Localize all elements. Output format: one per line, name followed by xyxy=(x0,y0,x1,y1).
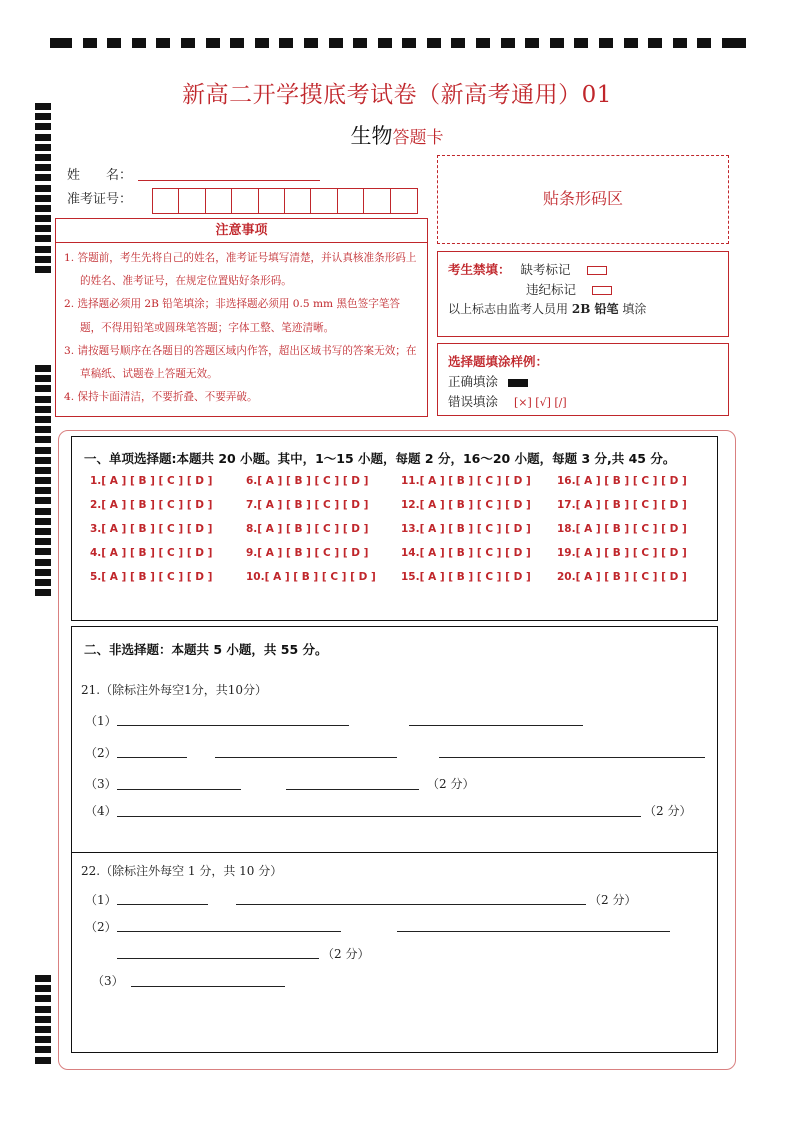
id-box[interactable] xyxy=(206,189,232,213)
timing-mark xyxy=(35,235,51,242)
name-label: 姓 名： xyxy=(67,168,133,183)
q21-4-score: （2 分） xyxy=(644,804,692,818)
barcode-area: 贴条形码区 xyxy=(437,155,729,244)
mc-question-9[interactable] xyxy=(246,547,368,559)
mc-question-6[interactable] xyxy=(246,475,368,487)
timing-mark xyxy=(378,38,392,48)
mc-options[interactable]: [ A ] [ B ] [ C ] [ D ] xyxy=(101,475,213,487)
mc-options[interactable]: [ A ] [ B ] [ C ] [ D ] xyxy=(257,547,369,559)
multiple-choice-section xyxy=(71,436,718,621)
timing-mark xyxy=(35,164,51,171)
timing-mark xyxy=(35,205,51,212)
timing-mark xyxy=(35,975,51,982)
id-box[interactable] xyxy=(364,189,390,213)
mc-question-17[interactable] xyxy=(557,499,687,511)
timing-mark xyxy=(35,497,51,504)
notice-box xyxy=(55,218,428,417)
timing-mark xyxy=(35,396,51,403)
mc-question-4[interactable] xyxy=(90,547,212,559)
mc-question-2[interactable] xyxy=(90,499,212,511)
q22-1-blank-b[interactable] xyxy=(236,904,586,905)
examiner-note-end: 填涂 xyxy=(622,302,647,316)
mc-options[interactable]: [ A ] [ B ] [ C ] [ D ] xyxy=(419,547,531,559)
exam-title: 新高二开学摸底考试卷（新高考通用）01 xyxy=(182,82,612,108)
timing-mark xyxy=(35,416,51,423)
mc-question-20[interactable] xyxy=(557,571,687,583)
timing-mark xyxy=(35,406,51,413)
q21-3-score: （2 分） xyxy=(427,777,475,791)
mc-question-1[interactable] xyxy=(90,475,212,487)
mc-question-12[interactable] xyxy=(401,499,531,511)
correct-fill-label: 正确填涂 xyxy=(448,374,499,389)
mc-question-10[interactable] xyxy=(246,571,376,583)
q22-1-score: （2 分） xyxy=(589,893,637,907)
mc-question-number: 7. xyxy=(246,499,258,511)
answer-card-label: 答题卡 xyxy=(392,128,444,148)
timing-mark xyxy=(476,38,490,48)
top-timing-marks xyxy=(50,38,746,50)
timing-mark xyxy=(156,38,170,48)
timing-mark xyxy=(35,174,51,181)
mc-question-number: 9. xyxy=(246,547,258,559)
timing-mark xyxy=(35,518,51,525)
timing-mark xyxy=(83,38,97,48)
timing-mark xyxy=(35,215,51,222)
mc-question-15[interactable] xyxy=(401,571,531,583)
mc-question-7[interactable] xyxy=(246,499,368,511)
mc-question-number: 11. xyxy=(401,475,420,487)
id-box[interactable] xyxy=(232,189,258,213)
timing-mark xyxy=(35,225,51,232)
mc-question-number: 1. xyxy=(90,475,102,487)
timing-mark xyxy=(35,1026,51,1033)
mc-options[interactable]: [ A ] [ B ] [ C ] [ D ] xyxy=(101,571,213,583)
question-divider xyxy=(71,852,718,853)
timing-mark xyxy=(648,38,662,48)
id-box[interactable] xyxy=(311,189,337,213)
timing-mark xyxy=(722,38,746,48)
mc-options[interactable]: [ A ] [ B ] [ C ] [ D ] xyxy=(575,523,687,535)
examiner-note: 以上标志由监考人员用 xyxy=(448,302,569,316)
mc-options[interactable]: [ A ] [ B ] [ C ] [ D ] xyxy=(575,547,687,559)
mc-options[interactable]: [ A ] [ B ] [ C ] [ D ] xyxy=(419,499,531,511)
q22-1-blank-a[interactable] xyxy=(117,904,208,905)
q21-1-blank-a[interactable] xyxy=(117,725,349,726)
mc-question-number: 17. xyxy=(557,499,576,511)
timing-mark xyxy=(353,38,367,48)
mc-question-number: 2. xyxy=(90,499,102,511)
timing-mark xyxy=(35,1046,51,1053)
free-response-title: 二、非选择题：本题共 5 小题，共 55 分。 xyxy=(84,642,328,657)
timing-mark xyxy=(255,38,269,48)
timing-mark xyxy=(35,1036,51,1043)
timing-mark xyxy=(525,38,539,48)
timing-mark xyxy=(35,385,51,392)
absent-mark-box[interactable] xyxy=(587,266,607,275)
timing-mark xyxy=(35,426,51,433)
timing-mark xyxy=(574,38,588,48)
timing-mark xyxy=(107,38,121,48)
violation-mark-box[interactable] xyxy=(592,286,612,295)
timing-mark xyxy=(329,38,343,48)
mc-options[interactable]: [ A ] [ B ] [ C ] [ D ] xyxy=(257,475,369,487)
id-box[interactable] xyxy=(179,189,205,213)
timing-mark xyxy=(35,589,51,596)
timing-mark xyxy=(35,508,51,515)
q22-2-blank-a[interactable] xyxy=(117,931,341,932)
mc-question-8[interactable] xyxy=(246,523,368,535)
mc-options[interactable]: [ A ] [ B ] [ C ] [ D ] xyxy=(575,571,687,583)
subject-title xyxy=(0,120,794,150)
name-field[interactable] xyxy=(138,180,320,181)
absent-mark-label: 缺考标记 xyxy=(520,262,571,277)
timing-mark xyxy=(550,38,564,48)
timing-mark xyxy=(181,38,195,48)
q21-part1-label: （1） xyxy=(85,714,117,728)
timing-mark xyxy=(35,266,51,273)
timing-mark xyxy=(35,548,51,555)
left-timing-marks-middle xyxy=(35,365,51,599)
exam-id-boxes[interactable] xyxy=(152,188,418,214)
timing-mark xyxy=(35,457,51,464)
mc-options[interactable]: [ A ] [ B ] [ C ] [ D ] xyxy=(575,499,687,511)
mc-options[interactable]: [ A ] [ B ] [ C ] [ D ] xyxy=(257,523,369,535)
timing-mark xyxy=(451,38,465,48)
timing-mark xyxy=(35,154,51,161)
mc-options[interactable]: [ A ] [ B ] [ C ] [ D ] xyxy=(419,523,531,535)
timing-mark xyxy=(35,538,51,545)
notice-item: 4. 保持卡面清洁，不要折叠、不要弄破。 xyxy=(64,391,258,404)
timing-mark xyxy=(673,38,687,48)
timing-mark xyxy=(132,38,146,48)
timing-mark xyxy=(35,477,51,484)
q21-3-blank-b[interactable] xyxy=(286,789,419,790)
mc-question-number: 8. xyxy=(246,523,258,535)
timing-mark xyxy=(35,375,51,382)
q21-3-blank-a[interactable] xyxy=(117,789,241,790)
timing-mark xyxy=(230,38,244,48)
q22-2-score: （2 分） xyxy=(322,947,370,961)
timing-mark xyxy=(35,559,51,566)
fill-example-title: 选择题填涂样例： xyxy=(448,354,549,369)
mc-options[interactable]: [ A ] [ B ] [ C ] [ D ] xyxy=(419,475,531,487)
timing-mark xyxy=(206,38,220,48)
q21-header: 21.（除标注外每空1分，共10分） xyxy=(81,683,267,697)
mc-question-number: 12. xyxy=(401,499,420,511)
timing-mark xyxy=(304,38,318,48)
mc-question-number: 4. xyxy=(90,547,102,559)
q21-part4-label: （4） xyxy=(85,804,117,818)
left-timing-marks-lower xyxy=(35,975,51,1067)
q22-2-blank-b[interactable] xyxy=(397,931,670,932)
mc-options[interactable]: [ A ] [ B ] [ C ] [ D ] xyxy=(101,499,213,511)
violation-mark-label: 违纪标记 xyxy=(526,282,577,297)
mc-question-11[interactable] xyxy=(401,475,531,487)
notice-item: 2. 选择题必须用 2B 铅笔填涂；非选择题必须用 0.5 mm 黑色签字笔答题，不得用铅笔或圆珠笔答题；字体工整、笔迹清晰。 xyxy=(64,298,401,334)
examiner-only-title: 考生禁填： xyxy=(448,262,511,277)
id-label: 准考证号： xyxy=(67,192,133,207)
timing-mark xyxy=(35,1006,51,1013)
timing-mark xyxy=(35,579,51,586)
mc-question-number: 14. xyxy=(401,547,420,559)
q22-part2-label: （2） xyxy=(85,920,117,934)
mc-question-number: 19. xyxy=(557,547,576,559)
q22-part1-label: （1） xyxy=(85,893,117,907)
timing-mark xyxy=(35,256,51,263)
mc-options[interactable]: [ A ] [ B ] [ C ] [ D ] xyxy=(101,547,213,559)
mc-question-14[interactable] xyxy=(401,547,531,559)
id-box[interactable] xyxy=(285,189,311,213)
q21-part3-label: （3） xyxy=(85,777,117,791)
id-box[interactable] xyxy=(153,189,179,213)
q21-1-blank-b[interactable] xyxy=(409,725,583,726)
timing-mark xyxy=(35,985,51,992)
timing-mark xyxy=(697,38,711,48)
mc-question-number: 15. xyxy=(401,571,420,583)
notice-item: 3. 请按题号顺序在各题目的答题区域内作答，超出区域书写的答案无效；在草稿纸、试题卷上答题无效。 xyxy=(64,344,417,381)
mc-question-number: 16. xyxy=(557,475,576,487)
timing-mark xyxy=(35,195,51,202)
timing-mark xyxy=(35,995,51,1002)
timing-mark xyxy=(35,246,51,253)
mc-options[interactable]: [ A ] [ B ] [ C ] [ D ] xyxy=(101,523,213,535)
notice-item: 1. 答题前，考生先将自己的姓名，准考证号填写清楚，并认真核准条形码上的姓名、准考证号，在规定位置贴好条形码。 xyxy=(64,252,417,288)
id-box[interactable] xyxy=(259,189,285,213)
examiner-only-box xyxy=(437,251,729,337)
timing-mark xyxy=(35,528,51,535)
mc-question-number: 6. xyxy=(246,475,258,487)
timing-mark xyxy=(427,38,441,48)
wrong-fill-marks: [×] [√] [/] xyxy=(514,396,567,409)
timing-mark xyxy=(35,436,51,443)
timing-mark xyxy=(35,569,51,576)
mc-options[interactable]: [ A ] [ B ] [ C ] [ D ] xyxy=(575,475,687,487)
id-box[interactable] xyxy=(338,189,364,213)
mc-question-number: 10. xyxy=(246,571,265,583)
q22-header: 22.（除标注外每空 1 分，共 10 分） xyxy=(81,864,283,878)
q21-part2-label: （2） xyxy=(85,746,117,760)
timing-mark xyxy=(35,365,51,372)
timing-mark xyxy=(279,38,293,48)
notice-title: 注意事项 xyxy=(56,219,427,243)
mc-question-5[interactable] xyxy=(90,571,212,583)
mc-question-18[interactable] xyxy=(557,523,687,535)
timing-mark xyxy=(624,38,638,48)
timing-mark xyxy=(599,38,613,48)
mc-options[interactable]: [ A ] [ B ] [ C ] [ D ] xyxy=(419,571,531,583)
q21-2-blank-c[interactable] xyxy=(439,757,705,758)
q22-3-blank[interactable] xyxy=(131,986,285,987)
fill-example-box xyxy=(437,343,729,416)
q21-2-blank-a[interactable] xyxy=(117,757,187,758)
mc-options[interactable]: [ A ] [ B ] [ C ] [ D ] xyxy=(257,499,369,511)
q21-2-blank-b[interactable] xyxy=(215,757,397,758)
q21-4-blank[interactable] xyxy=(117,816,641,817)
timing-mark xyxy=(35,1016,51,1023)
mc-question-number: 3. xyxy=(90,523,102,535)
id-box[interactable] xyxy=(391,189,417,213)
mc-question-number: 5. xyxy=(90,571,102,583)
mc-question-3[interactable] xyxy=(90,523,212,535)
subject-name: 生物 xyxy=(350,124,393,148)
mc-question-number: 13. xyxy=(401,523,420,535)
timing-mark xyxy=(35,447,51,454)
correct-fill-mark xyxy=(508,379,528,387)
mc-question-number: 20. xyxy=(557,571,576,583)
timing-mark xyxy=(35,467,51,474)
wrong-fill-label: 错误填涂 xyxy=(448,394,499,409)
mc-options[interactable]: [ A ] [ B ] [ C ] [ D ] xyxy=(264,571,376,583)
timing-mark xyxy=(35,1057,51,1064)
mc-question-16[interactable] xyxy=(557,475,687,487)
timing-mark xyxy=(35,185,51,192)
q22-2-blank-c[interactable] xyxy=(117,958,319,959)
mc-question-19[interactable] xyxy=(557,547,687,559)
timing-mark xyxy=(50,38,72,48)
mc-question-number: 18. xyxy=(557,523,576,535)
mc-section-title: 一、单项选择题:本题共 20 小题。其中，1～15 小题，每题 2 分，16～20 小题，每题 3 分,共 45 分。 xyxy=(84,451,676,466)
examiner-note-bold: 2B 铅笔 xyxy=(571,302,619,316)
timing-mark xyxy=(501,38,515,48)
timing-mark xyxy=(35,487,51,494)
q22-part3-label: （3） xyxy=(92,974,124,988)
mc-question-13[interactable] xyxy=(401,523,531,535)
timing-mark xyxy=(402,38,416,48)
